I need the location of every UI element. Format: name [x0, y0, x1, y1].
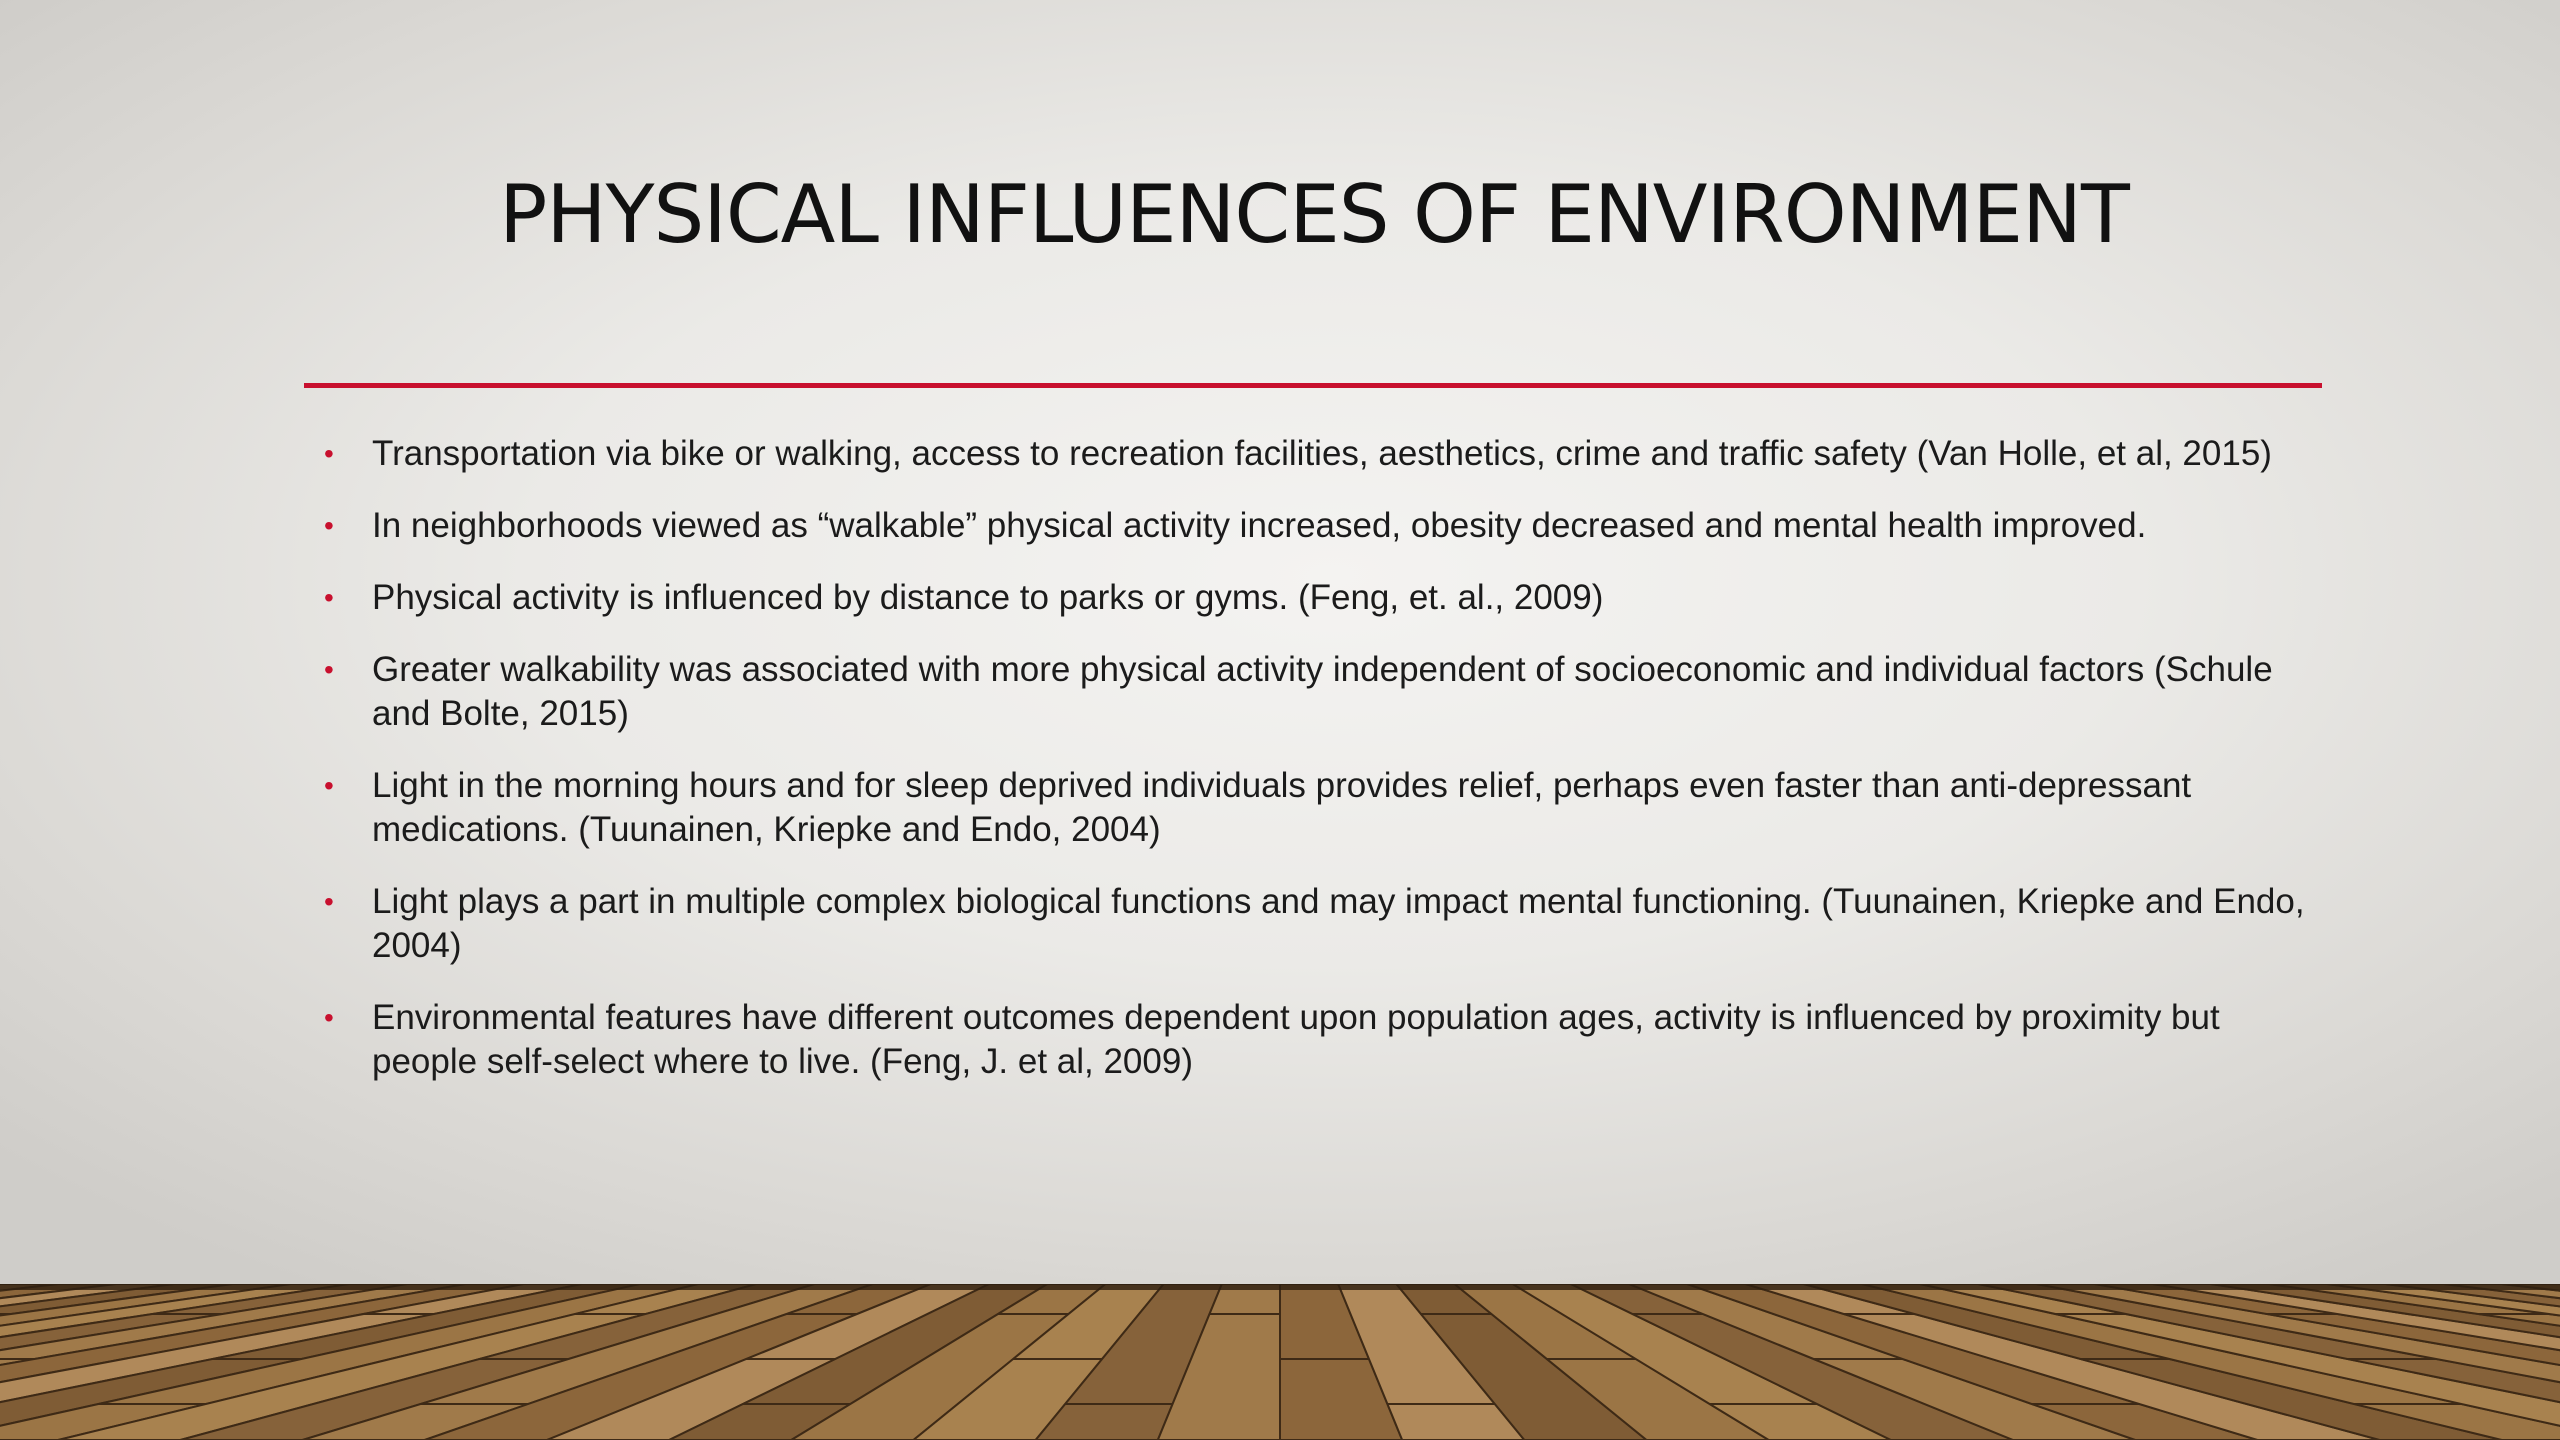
bullet-icon: • [324, 510, 334, 541]
bullet-item [320, 880, 2330, 968]
bullet-icon: • [324, 886, 334, 917]
title-divider [304, 383, 2322, 388]
bullet-item [320, 576, 2330, 620]
bullet-text: Physical activity is influenced by distance to parks or gyms. (Feng, et. al., 2009) [372, 578, 1604, 617]
wood-floor-planks [0, 1284, 2560, 1440]
bullet-item [320, 432, 2330, 476]
bullet-icon: • [324, 1002, 334, 1033]
bullet-item [320, 996, 2330, 1084]
floor-shadow [0, 1284, 2560, 1290]
bullet-text: Light in the morning hours and for sleep deprived individuals provides relief, perhaps even faster than anti-depressant medications. (Tuunainen, Kriepke and Endo, 2004) [372, 766, 2192, 849]
bullet-icon: • [324, 654, 334, 685]
bullet-icon: • [324, 582, 334, 613]
bullet-item [320, 764, 2330, 852]
bullet-item [320, 504, 2330, 548]
bullet-icon: • [324, 438, 334, 469]
bullet-icon: • [324, 770, 334, 801]
bullet-text: Environmental features have different outcomes dependent upon population ages, activity is influenced by proximity but people self-select where to live. (Feng, J. et al, 2009) [372, 998, 2220, 1081]
bullet-text: In neighborhoods viewed as “walkable” physical activity increased, obesity decreased and mental health improved. [372, 506, 2147, 545]
bullet-text: Transportation via bike or walking, access to recreation facilities, aesthetics, crime and traffic safety (Van Holle, et al, 2015) [372, 434, 2272, 473]
bullet-text: Greater walkability was associated with more physical activity independent of socioeconomic and individual factors (Schule and Bolte, 2015) [372, 650, 2273, 733]
bullet-list [320, 432, 2330, 1112]
bullet-item [320, 648, 2330, 736]
bullet-text: Light plays a part in multiple complex biological functions and may impact mental functioning. (Tuunainen, Kriepke and Endo, 2004) [372, 882, 2305, 965]
slide-title: PHYSICAL INFLUENCES OF ENVIRONMENT [499, 168, 2129, 261]
wood-floor-background [0, 1284, 2560, 1440]
